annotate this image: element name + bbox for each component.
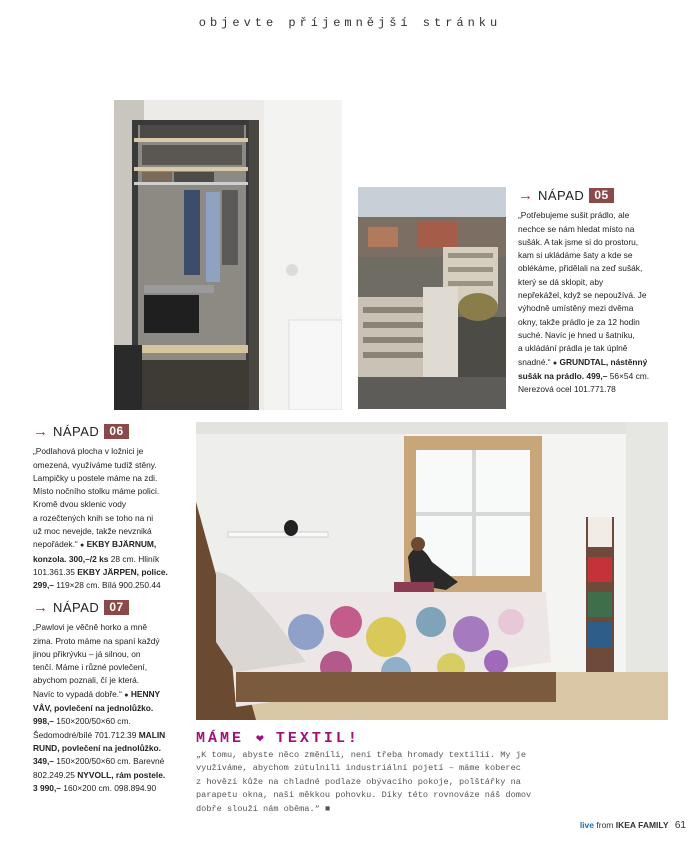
idea-05-text: „Potřebujeme sušit prádlo, ale nechce se nám hledat místo na sušák. A tak jsme si do prostoru, kam si ukládáme šaty a kde se oblékáme, přidělali na zeď sušák, který se dá sklopit, aby nepřekážel, když se nepoužívá. Je výhodně umístěný mezi dvěma okny, takže prádlo je za 12 hodin suché. Navíc je hned u šatníku, a ukládání prádla je tak úplně snadné.“ ● GRUNDTAL, nástěnný sušák na prádlo. 499,– 56×54 cm. Nerezová ocel 101.771.78 (518, 210, 650, 395)
idea-06-header (33, 424, 193, 439)
footer-live: live (579, 820, 594, 830)
idea-label: NÁPAD (53, 424, 100, 439)
arrow-right-icon: → (518, 187, 533, 205)
arrow-right-icon: → (33, 423, 48, 441)
idea-07 (33, 600, 193, 795)
idea-number-badge: 05 (589, 188, 613, 203)
product-dims: 56×54 cm. (609, 370, 650, 381)
idea-number-badge: 07 (104, 600, 128, 615)
bullet-icon: ● (552, 359, 558, 367)
textile-heading: MÁME ❤ TEXTIL! (196, 730, 360, 747)
bullet-icon: ● (124, 691, 129, 699)
end-mark: ■ (324, 803, 331, 814)
idea-label: NÁPAD (538, 188, 585, 203)
idea-05 (518, 188, 694, 396)
city-window-photo (358, 187, 506, 409)
page-title: objevte příjemnější stránku (198, 16, 502, 30)
idea-06-text: „Podlahová plocha v ložnici je omezená, využíváme tudíž stěny. Lampičky u postele máme na zdi. Místo nočního stolku máme polici. Kromě dvou sklenic vody a rozečtených knih se toho na ni už moc nevejde, takže nevzniká nepořádek.“ ● EKBY BJÄRNUM, konzola. 300,–/2 ks 28 cm. Hliník 101.361.35 EKBY JÄRPEN, police. 299,– 119×28 cm. Bílá 900.250.44 (33, 446, 168, 591)
wardrobe-photo (114, 100, 342, 410)
arrow-right-icon: → (33, 599, 48, 617)
idea-05-header (518, 188, 694, 203)
idea-06 (33, 424, 193, 593)
idea-07-text: „Pawlovi je věčně horko a mně zima. Proto máme na spaní každý jinou přikrývku – já silnou, on tenčí. Máme i různé povlečení, abychom poznali, čí je která. Navíc to vypadá dobře.“ ● HENNY VÅV, povlečení na jednolůžko. 998,– 150×200/50×60 cm. Šedomodré/bílé 701.712.39 MALIN RUND, povlečení na jednolůžko. 349,– 150×200/50×60 cm. Barevné 802.249.25 NYVOLL, rám postele. 3 990,– 160×200 cm. 098.894.90 (33, 622, 166, 793)
idea-07-header (33, 600, 193, 615)
product-price: sušák na prádlo. 499,– (518, 370, 608, 381)
page-footer (580, 820, 686, 831)
product-name: GRUNDTAL, nástěnný (559, 356, 648, 367)
product-info: Nerezová ocel 101.771.78 (518, 384, 616, 395)
footer-brand: IKEA FAMILY (615, 820, 669, 830)
textile-text: „K tomu, abyste něco změnili, není třeba hromady textilií. My je využíváme, abychom zútulnili industriální pojetí – máme koberec z hovězí kůže na chladné podlaze obývacího pokoje, polštářky na parapetu okna, naši měkkou pohovku. Díky této rovnováze náš domov dobře slouží nám oběma.“ ■ (196, 750, 532, 814)
footer-from: from (596, 820, 614, 830)
page-number: 61 (674, 820, 686, 831)
idea-label: NÁPAD (53, 600, 100, 615)
heart-icon: ❤ (256, 731, 264, 746)
bedroom-photo (196, 422, 668, 720)
bullet-icon: ● (80, 542, 85, 550)
idea-number-badge: 06 (104, 424, 128, 439)
